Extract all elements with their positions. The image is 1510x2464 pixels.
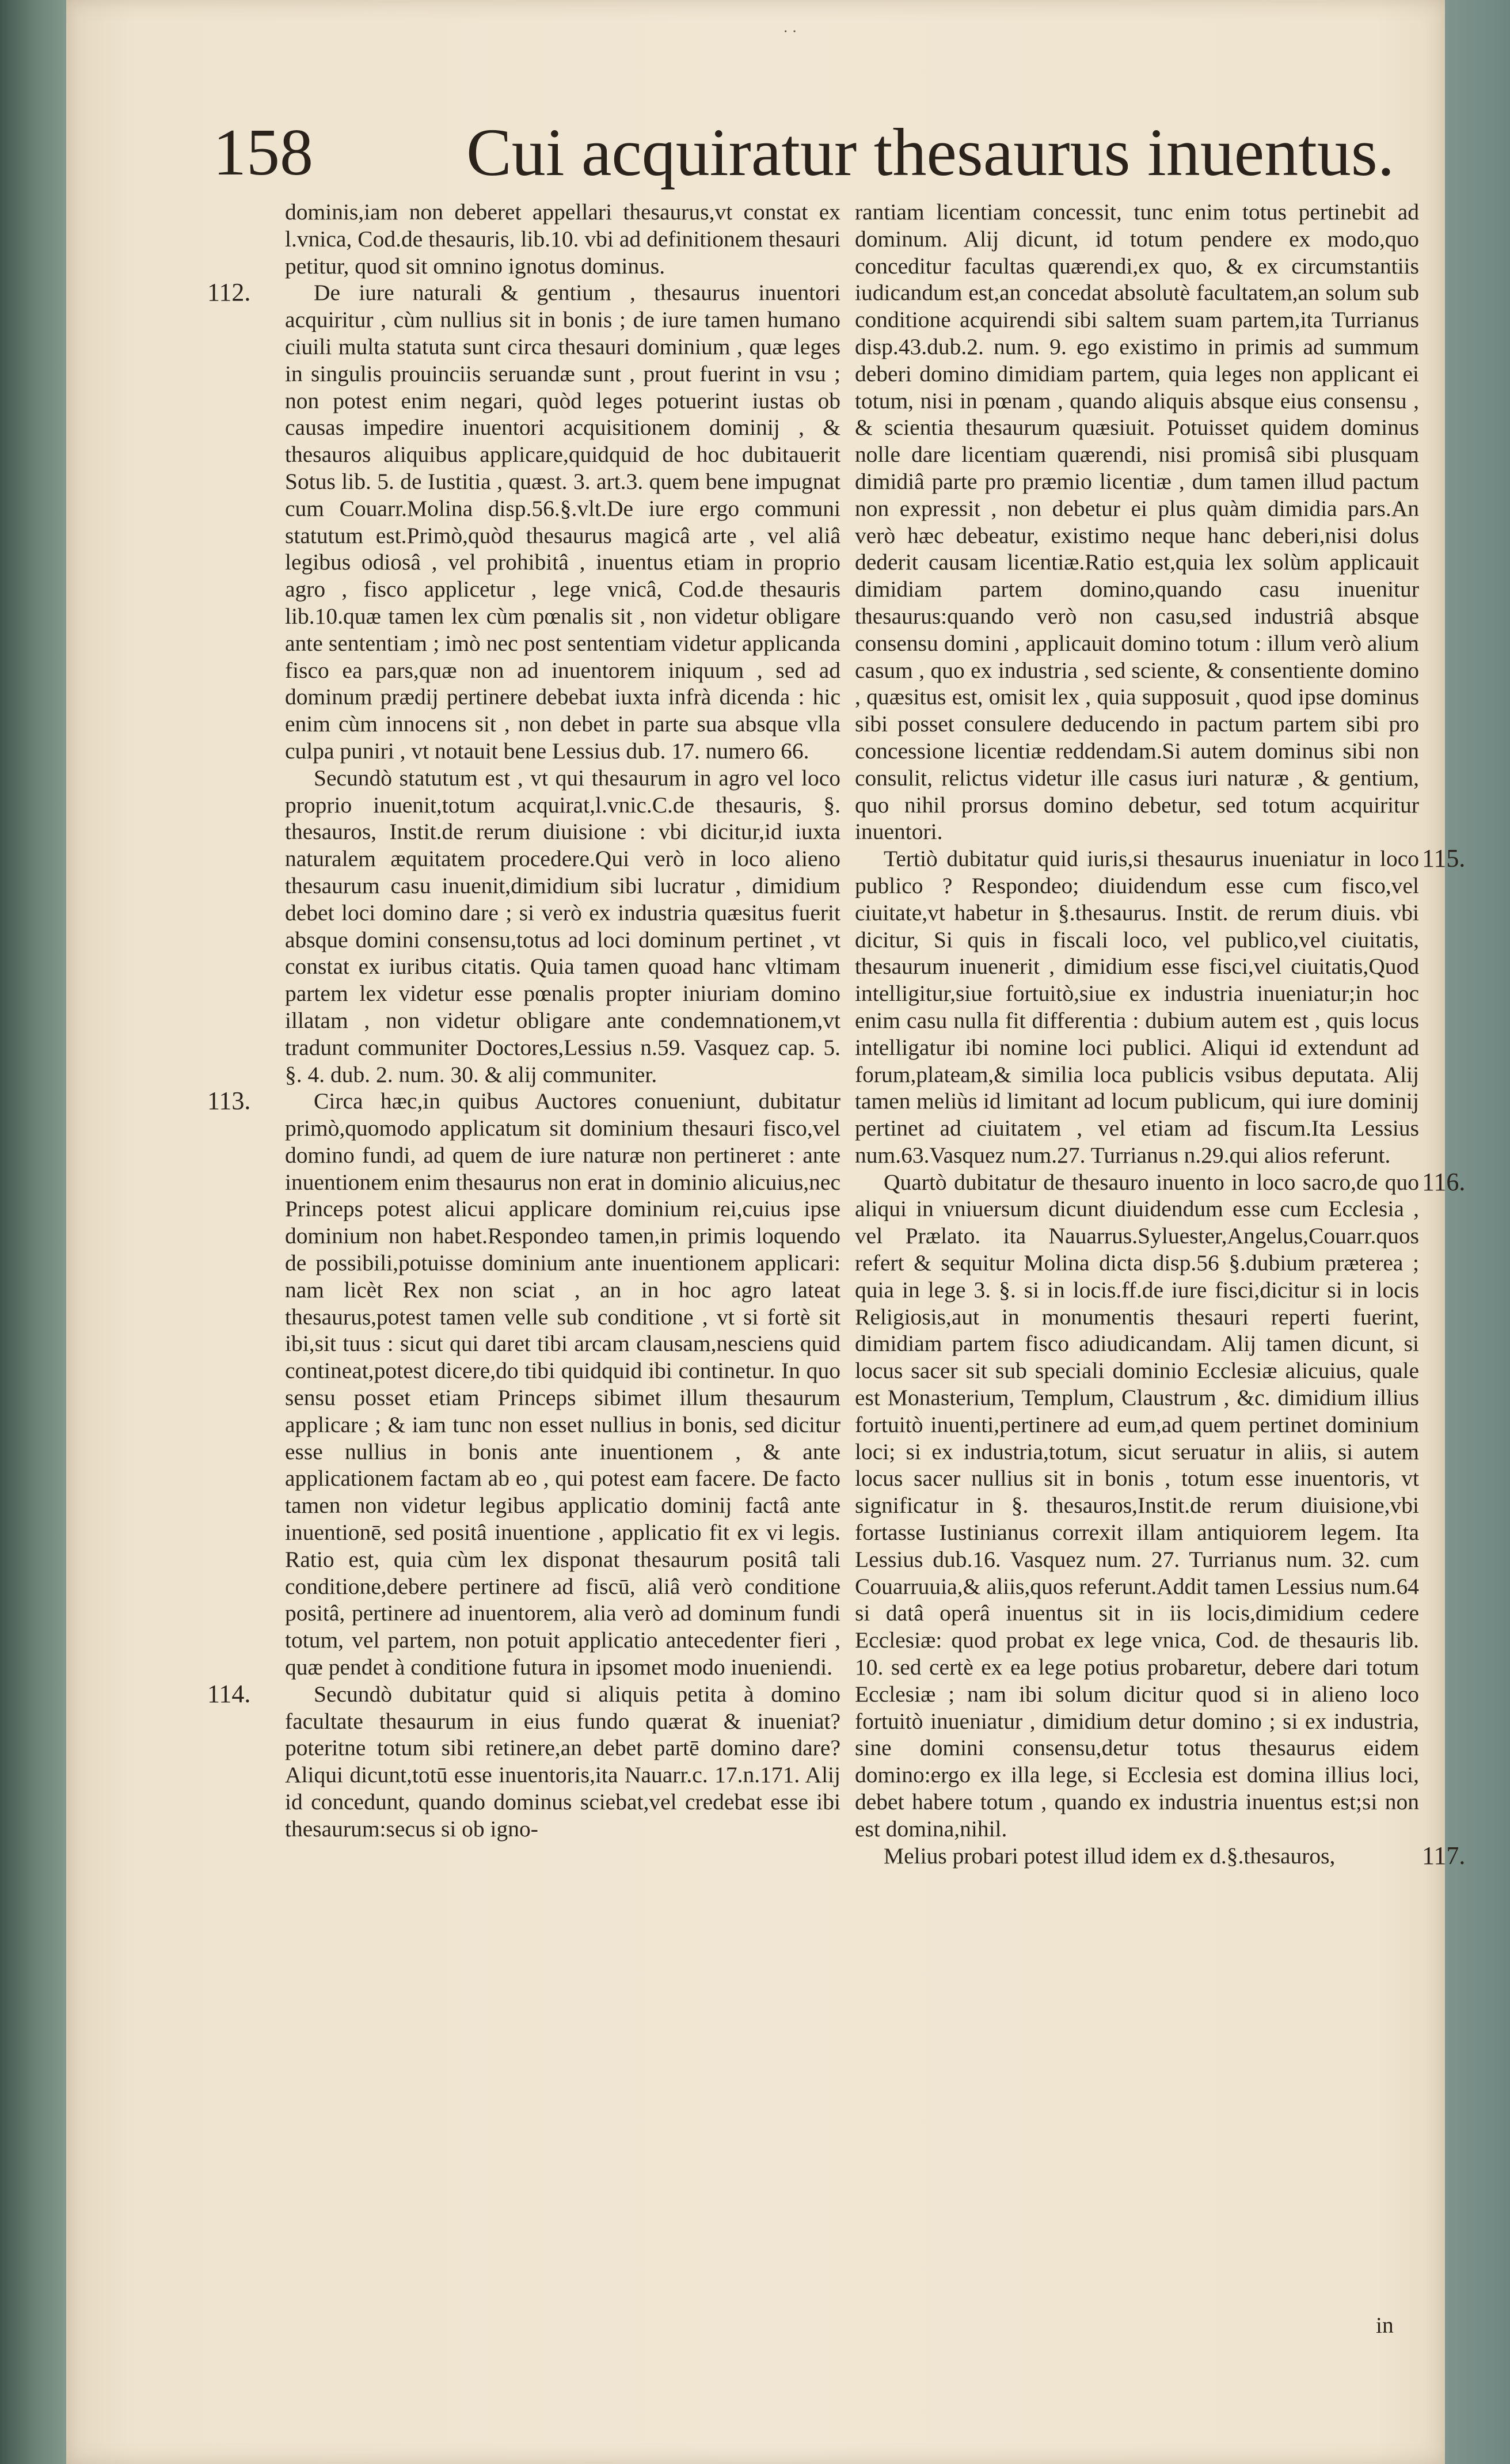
paragraph: Secundò statutum est , vt qui thesaurum in agro vel loco proprio inuenit,totum acquirat,l.vnic.C.de thesauris, §. thesauros, Instit.de rerum diuisione : vbi dicitur,id iuxta naturalem æquitatem procedere.Qui verò in loco alieno thesaurum casu inuenit,dimidium sibi lucratur , dimidium debet loci domino dare ; si verò ex industria quæsitus fuerit absque domini consensu,totus ad loci dominum pertinet , vt constat ex iuribus citatis. Quia tamen quoad hanc vltimam partem lex videtur esse pœnalis propter iniuriam domino illatam , non videtur obligare ante condemnationem,vt tradunt communiter Doctores,Lessius n.59. Vasquez cap. 5. §. 4. dub. 2. num. 30. & alij communiter. (285, 765, 840, 1087)
page-header (213, 115, 1395, 202)
paragraph-number: 117. (1422, 1841, 1466, 1870)
paragraph: 115. Tertiò dubitatur quid iuris,si thesaurus inueniatur in loco publico ? Respondeo; diuidendum esse cum fisco,vel ciuitate,vt habetur in §.thesaurus. Instit. de rerum diuis. vbi dicitur, Si quis in fiscali loco, vel publico,vel ciuitatis, thesaurum inuenerit , dimidium esse fisci,vel ciuitatis,Quod intelligitur,siue fortuitò,siue ex industria inueniatur;in hoc enim casu nulla fit differentia : dubium autem est , quis locus intelligatur ibi nomine loci publici. Aliqui id extendunt ad forum,plateam,& similia loca publicis vsibus deputata. Alij tamen meliùs id limitant ad locum publicum, qui iure dominij pertinet ad ciuitatem , vel etiam ad fiscum.Ita Lessius num.63.Vasquez num.27. Turrianus n.29.qui alios referunt. (855, 845, 1419, 1169)
paragraph: rantiam licentiam concessit, tunc enim totus pertinebit ad dominum. Alij dicunt, id totum pendere ex modo,quo conceditur facultas quærendi,ex quo, & ex circumstantiis iudicandum est,an concedat absolutè facultatem,an solum sub conditione acquirendi sibi saltem suam partem,ita Turrianus disp.43.dub.2. num. 9. ego existimo in primis ad summum deberi domino dimidiam partem, quia leges non applicant ei totum, nisi in pœnam , quando aliquis absque eius consensu , & scientia thesaurum quæsiuit. Potuisset quidem dominus nolle dare licentiam quærendi, nisi promisâ sibi plusquam dimidiâ parte pro præmio licentiæ , dum tamen illud pactum non expressit , non debetur ei plus quàm dimidia pars.An verò hæc debeatur, existimo neque hanc deberi,nisi dolus dederit causam licentiæ.Ratio est,quia lex solùm applicauit dimidiam partem domino,quando casu inuenitur thesaurus:quando verò non casu,sed industriâ absque consensu domini , applicauit domino totum : illum verò alium casum , quo ex industria , sed sciente, & consentiente domino , quæsitus est, omisit lex , quia supposuit , quod ipse dominus sibi posset consulere deducendo in pactum partem sibi pro concessione licentiæ reddendam.Si autem dominus sibi non consulit, relictus videtur ille casus iuri naturæ , & gentium, quo nihil prorsus domino debetur, sed totum acquiritur inuentori. (855, 199, 1419, 845)
paragraph-number: 113. (207, 1087, 251, 1115)
paragraph: dominis,iam non deberet appellari thesaurus,vt constat ex l.vnica, Cod.de thesauris, lib.10. vbi ad definitionem thesauri petitur, quod sit omnino ignotus dominus. (285, 199, 840, 279)
paragraph: 117. Melius probari potest illud idem ex d.§.thesauros, (855, 1843, 1419, 1870)
page-number: 158 (213, 116, 313, 189)
paragraph-number: 115. (1422, 844, 1466, 873)
paragraph-number: 116. (1422, 1167, 1466, 1196)
paragraph: 113. Circa hæc,in quibus Auctores conueniunt, dubitatur primò,quomodo applicatum sit dominium thesauri fisco,vel domino fundi, ad quem de iure naturæ non pertineret : ante inuentionem enim thesaurus non erat in dominio alicuius,nec Princeps potest alicui applicare dominium rei,cuius ipse dominium non habet.Respondeo tamen,in primis loquendo de possibili,potuisse dominium ante inuentionem applicari: nam licèt Rex non sciat , an in hoc agro lateat thesaurus,potest tamen velle sub conditione , vt si fortè sit ibi,sit tuus : sicut qui daret tibi arcam clausam,nesciens quid contineat,potest dicere,do tibi quidquid ibi continetur. In quo sensu posset etiam Princeps sibimet illum thesaurum applicare ; & iam tunc non esset nullius in bonis, sed dicitur esse nullius in bonis ante inuentionem , & ante applicationem factam ab eo , qui potest eam facere. De facto tamen non videtur legibus applicatio dominij factâ ante inuentionē, sed positâ inuentione , applicatio fit ex vi legis. Ratio est, quia cùm lex disponat thesaurum positâ tali conditione,debere pertinere ad fiscū, aliâ verò conditione positâ, pertinere ad inuentorem, alia verò ad dominum fundi totum, vel partem, non potuit applicatio antecedenter fieri , quæ pendet à conditione futura in ipsomet modo inueniendi. (207, 1087, 840, 1680)
running-title: Cui acquiratur thesaurus inuentus. (466, 115, 1395, 190)
paragraph-number: 112. (207, 278, 251, 307)
paragraph-number: 114. (207, 1679, 251, 1708)
right-column (855, 199, 1466, 1870)
left-column (207, 199, 840, 1843)
page-mark: ·· (783, 23, 801, 41)
paragraph: 114. Secundò dubitatur quid si aliquis petita à domino facultate thesaurum in eius fundo quærat & inueniat? poteritne totum sibi retinere,an debet partē domino dare? Aliqui dicunt,totū esse inuentoris,ita Nauarr.c. 17.n.171. Alij id concedunt, quando dominus sciebat,vel credebat esse ibi thesaurum:secus si ob igno- (207, 1679, 840, 1842)
paragraph: 112. De iure naturali & gentium , thesaurus inuentori acquiritur , cùm nullius sit in bonis ; de iure tamen humano ciuili multa statuta sunt circa thesauri dominium , quæ leges in singulis prouinciis seruandæ sunt , prout fuerint in vsu ; non potest enim negari, quòd leges potuerint iustas ob causas impedire inuentori acquisitionem dominij , & thesauros aliquibus applicare,quidquid de hoc dubitauerit Sotus lib. 5. de Iustitia , quæst. 3. art.3. quem bene impugnat cum Couarr.Molina disp.56.§.vlt.De iure ergo communi statutum est.Primò,quòd thesaurus magicâ arte , vel aliâ legibus odiosâ , vel prohibitâ , inuentus etiam in proprio agro , fisco applicetur , lege vnicâ, Cod.de thesauris lib.10.quæ tamen lex cùm pœnalis sit , non videtur obligare ante sententiam ; imò nec post sententiam videtur applicanda fisco ea pars,quæ non ad inuentorem iniquum , sed ad dominum prædij pertinere debebat iuxta infrà dicenda : hic enim cùm innocens sit , non debet in parte sua absque vlla culpa puniri , vt notauit bene Lessius dub. 17. numero 66. (207, 278, 840, 764)
background-board (1441, 0, 1510, 2464)
book-binding (0, 0, 69, 2464)
catchword: in (1376, 2313, 1394, 2338)
paragraph: 116. Quartò dubitatur de thesauro inuento in loco sacro,de quo aliqui in vniuersum dicunt diuidendum esse cum Ecclesia , vel Prælato. ita Nauarrus.Syluester,Angelus,Couarr.quos refert & sequitur Molina dicta disp.56 §.dubium præterea ; quia in lege 3. §. si in locis.ff.de iure fisci,dicitur si in locis Religiosis,aut in monumentis thesauri reperti fuerint, dimidiam partem fisco adiudicandam. Alij tamen dicunt, si locus sacer sit sub speciali dominio Ecclesiæ alicuius, quale est Monasterium, Templum, Claustrum , &c. dimidium illius fortuitò inuenti,pertinere ad eum,ad quem pertinet dominium loci; si ex industria,totum, sicut seruatur in aliis, si autem locus sacer nullius sit in bonis , totum esse inuentoris, vt significatur in §. thesauros,Instit.de rerum diuisione,vbi fortasse Iustinianus correxit illam antiquiorem legem. Ita Lessius dub.16. Vasquez num. 27. Turrianus num. 32. cum Couarruuia,& aliis,quos referunt.Addit tamen Lessius num.64 si datâ operâ inuentus sit in iis locis,dimidium cedere Ecclesiæ: quod probat ex lege vnica, Cod. de thesauris lib. 10. sed certè ex ea lege potius probaretur, debere dari totum Ecclesiæ ; nam ibi solum dicitur quod si in alieno loco fortuitò inueniatur , dimidium detur domino ; si ex industria, sine domini consensu,detur totus thesaurus eidem domino:ergo ex illa lege, si Ecclesia est domina illius loci, debet habere totum , quando ex industria inuentus est;si non est domina,nihil. (855, 1169, 1419, 1843)
